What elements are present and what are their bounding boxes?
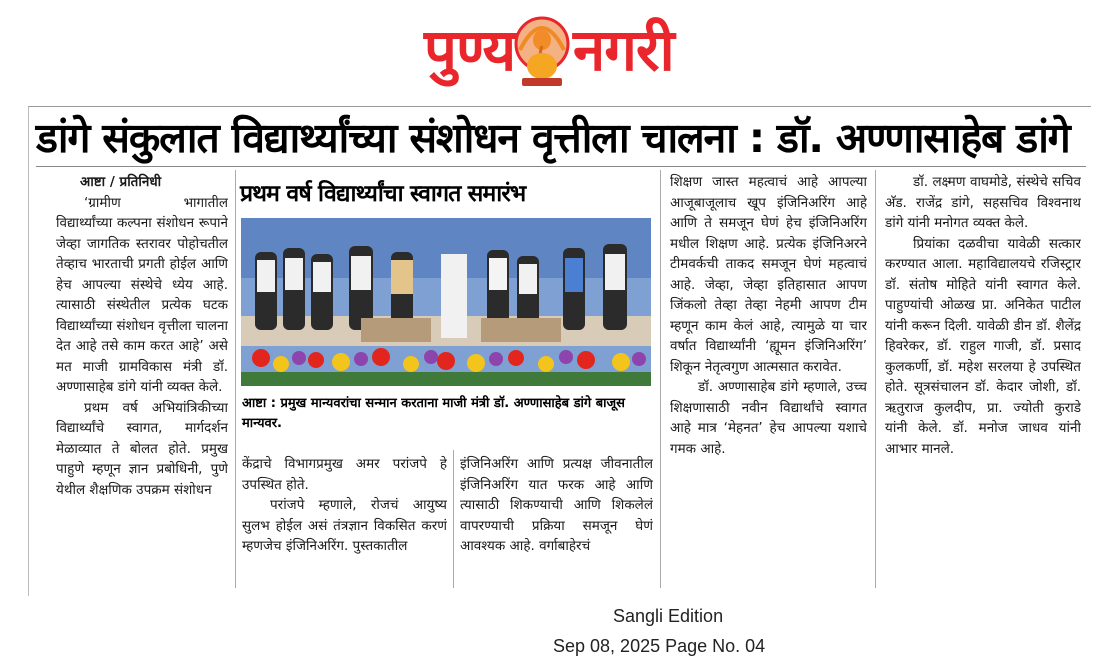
headline-divider xyxy=(36,166,1086,167)
masthead-left-word: पुण्य xyxy=(424,16,516,84)
ganesha-emblem-icon xyxy=(512,10,572,90)
article-paragraph: प्रथम वर्ष अभियांत्रिकीच्या विद्यार्थ्यांचे स्वागत, मार्गदर्शन मेळाव्यात ते बोलत होते. प्रमुख पाहुणे म्हणून ज्ञान प्रबोधिनी, पुणे येथील शैक्षणिक उपक्रम संशोधन xyxy=(56,399,228,498)
article-paragraph: डॉ. अण्णासाहेब डांगे म्हणाले, उच्च शिक्षणासाठी नवीन विद्यार्थांचे स्वागत आहे मात्र ‘मेहनत’ हेच आपल्या यशाचे गमक आहे. xyxy=(670,379,867,457)
article-headline: डांगे संकुलात विद्यार्थ्यांच्या संशोधन वृत्तीला चालना : डॉ. अण्णासाहेब डांगे xyxy=(36,114,1070,162)
article-subheadline: प्रथम वर्ष विद्यार्थ्यांचा स्वागत समारंभ xyxy=(240,181,526,207)
article-column-2 xyxy=(242,454,447,586)
event-photo xyxy=(241,218,651,386)
edition-label: Sangli Edition xyxy=(613,606,724,626)
article-paragraph: ‘ग्रामीण भागातील विद्यार्थ्यांच्या कल्पना संशोधन रूपाने जेव्हा जागतिक स्तरावर पोहोचतील तेव्हाच भारताची प्रगती होईल आणि हेच आपल्या संस्थेचे ध्येय आहे. त्यासाठी संस्थेतील प्रत्येक घटक विद्यार्थ्यांच्या संशोधन वृत्तीला चालना देत आहे तसे काम करत आहे’ असे मत माजी ग्रामविकास मंत्री डॉ. अण्णासाहेब डांगे यांनी व्यक्त केले. xyxy=(56,194,228,395)
article-column-3 xyxy=(460,454,653,586)
article-paragraph: डॉ. लक्ष्मण वाघमोडे, संस्थेचे सचिव अ‍ॅड. राजेंद्र डांगे, सहसचिव विश्वनाथ डांगे यांनी मनोगत व्यक्त केले. xyxy=(885,174,1081,231)
article-column-4 xyxy=(670,172,867,586)
article-paragraph: शिक्षण जास्त महत्वाचं आहे आपल्या आजूबाजूलाच खूप इंजिनिअरिंग आहे आणि ते समजून घेणं हेच इंजिनिअरिंग मधील शिक्षण आहे. प्रत्येक इंजिनिअरने टीमवर्कची ताकद समजून घेणं महत्वाचं आहे. जेव्हा, जेव्हा इतिहासात आपण जिंकलो तेव्हा तेव्हा नेहमी आपण टीम म्हणून काम केलं आहे, त्यामुळे या चार वर्षात विद्यार्थ्यांनी ‘ह्यूमन इंजिनिअरिंग’ शिकून नेतृत्वगुण आत्मसात करावेत. xyxy=(670,174,867,375)
photo-caption: आष्टा : प्रमुख मान्यवरांचा सन्मान करताना माजी मंत्री डॉ. अण्णासाहेब डांगे बाजूस मान्यवर. xyxy=(242,396,625,431)
column-divider xyxy=(660,170,661,588)
article-column-1 xyxy=(56,172,228,586)
page-info: Sep 08, 2025 Page No. 04 xyxy=(553,636,766,656)
column-divider xyxy=(875,170,876,588)
masthead-right-word: नगरी xyxy=(573,16,674,84)
article-dateline: आष्टा / प्रतिनिधी xyxy=(80,174,162,190)
article-paragraph: केंद्राचे विभागप्रमुख अमर परांजपे हे उपस्थित होते. xyxy=(242,456,447,493)
column-divider xyxy=(235,170,236,588)
article-paragraph: इंजिनिअरिंग आणि प्रत्यक्ष जीवनातील इंजिनिअरिंग यात फरक आहे आणि त्यासाठी शिकण्याची आणि शिकलेलं वापरण्याची प्रक्रिया समजून घेणं आवश्यक आहे. वर्गाबाहेरचं xyxy=(460,456,653,554)
masthead xyxy=(0,0,1094,98)
article-paragraph: परांजपे म्हणाले, रोजचं आयुष्य सुलभ होईल असं तंत्रज्ञान विकसित करणं म्हणजेच इंजिनिअरिंग. पुस्तकातील xyxy=(242,497,447,554)
article-column-5 xyxy=(885,172,1081,586)
column-divider xyxy=(453,450,454,588)
article-paragraph: प्रियांका दळवीचा यावेळी सत्कार करण्यात आला. महाविद्यालयचे रजिस्ट्रार डॉ. संतोष मोहिते यांनी स्वागत केले. पाहुण्यांची ओळख प्रा. अनिकेत पाटील यांनी करून दिली. यावेळी डीन डॉ. शैलेंद्र हिवरेकर, डॉ. राहुल गाजी, डॉ. प्रसाद कुलकर्णी, डॉ. महेश सरलया हे उपस्थित होते. सूत्रसंचालन डॉ. केदार जोशी, डॉ. ऋतुराज कुलदीप, प्रा. ज्योती कुराडे यांनी केले. डॉ. मनोज जाधव यांनी आभार मानले. xyxy=(885,235,1081,457)
